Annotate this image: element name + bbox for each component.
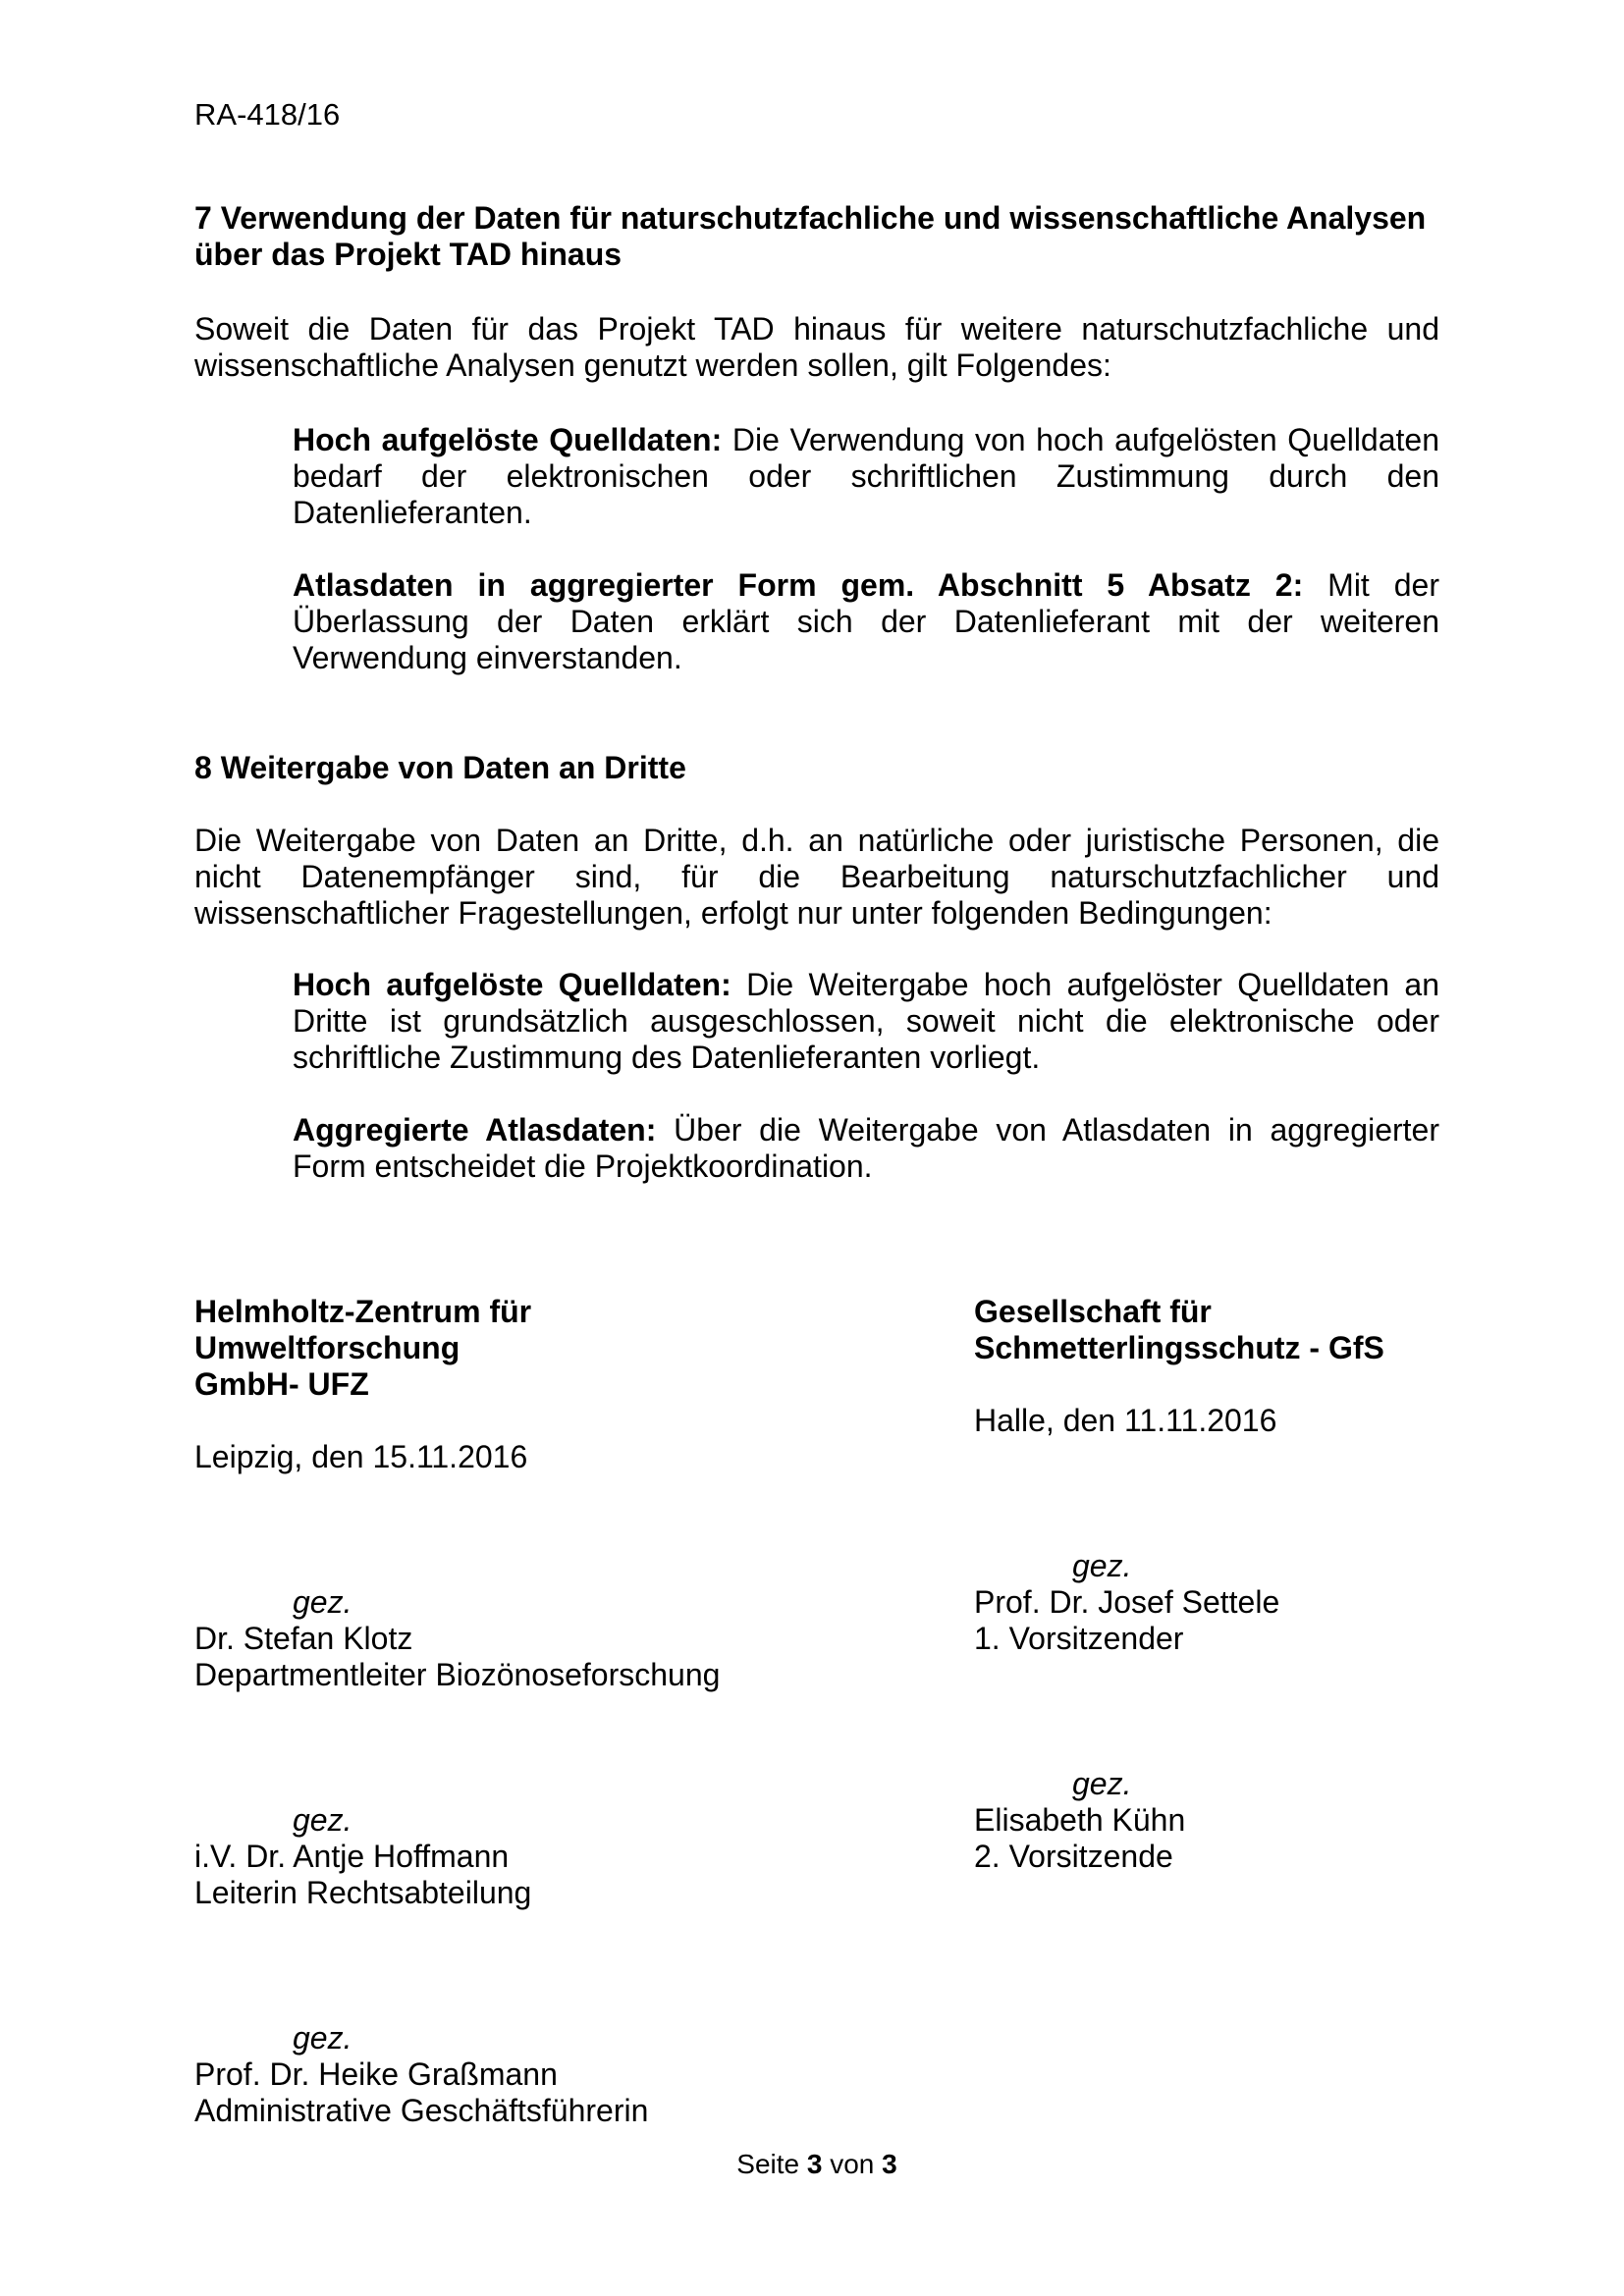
signer-role: Departmentleiter Biozönoseforschung — [194, 1657, 721, 1692]
page-footer: Seite 3 von 3 — [736, 2149, 897, 2179]
signer-name: Elisabeth Kühn — [974, 1802, 1186, 1838]
item-text: Die Weitergabe hoch aufgelöster Quelldaten an Dritte ist grundsätzlich ausgeschlossen, soweit nicht die elektronische oder schriftliche Zustimmung des Datenlieferanten vorliegt. — [293, 967, 1440, 1075]
section-7-title: 7 Verwendung der Daten für naturschutzfachliche und wissenschaftliche Analysen über das Projekt TAD hinaus — [194, 200, 1427, 272]
current-page: 3 — [806, 2149, 823, 2179]
signature-block — [974, 1548, 1524, 1657]
signer-name: Prof. Dr. Heike Graßmann — [194, 2056, 558, 2092]
signer-role: 1. Vorsitzender — [974, 1621, 1184, 1656]
section-8-title: 8 Weitergabe von Daten an Dritte — [194, 750, 686, 785]
signature-block — [194, 1802, 744, 1911]
signature-column-ufz — [194, 1294, 744, 2129]
signature-mark: gez. — [293, 2020, 352, 2056]
signer-role: Leiterin Rechtsabteilung — [194, 1875, 532, 1910]
item-text: Die Verwendung von hoch aufgelösten Quelldaten bedarf der elektronischen oder schriftlichen Zustimmung durch den Datenlieferanten. — [293, 422, 1440, 530]
section-7-item-atlas-data — [293, 567, 1439, 676]
item-label: Hoch aufgelöste Quelldaten: — [293, 967, 731, 1002]
signature-mark: gez. — [293, 1584, 352, 1620]
place-date: Halle, den 11.11.2016 — [974, 1403, 1277, 1438]
document-reference: RA-418/16 — [194, 97, 341, 132]
signature-block — [194, 2020, 744, 2129]
signature-block — [194, 1584, 744, 1693]
item-text: Über die Weitergabe von Atlasdaten in aggregierter Form entscheidet die Projektkoordination. — [293, 1112, 1440, 1184]
org-name: Helmholtz-Zentrum für Umweltforschung GmbH- UFZ — [194, 1294, 532, 1402]
section-7-item-source-data — [293, 422, 1439, 531]
item-label: Aggregierte Atlasdaten: — [293, 1112, 657, 1148]
signer-name: i.V. Dr. Antje Hoffmann — [194, 1839, 510, 1874]
item-text: Mit der Überlassung der Daten erklärt sich der Datenlieferant mit der weiteren Verwendung einverstanden. — [293, 567, 1440, 675]
signer-role: 2. Vorsitzende — [974, 1839, 1173, 1874]
signature-mark: gez. — [1072, 1548, 1132, 1583]
signature-mark: gez. — [293, 1802, 352, 1838]
org-name: Gesellschaft für Schmetterlingsschutz - GfS — [974, 1294, 1384, 1365]
item-label: Atlasdaten in aggregierter Form gem. Abschnitt 5 Absatz 2: — [293, 567, 1304, 603]
section-8-item-aggregated-data — [293, 1112, 1439, 1185]
section-8-item-source-data — [293, 967, 1439, 1076]
signer-name: Prof. Dr. Josef Settele — [974, 1584, 1280, 1620]
signature-block — [974, 1766, 1524, 1875]
section-7-intro: Soweit die Daten für das Projekt TAD hinaus für weitere naturschutzfachliche und wissenschaftliche Analysen genutzt werden sollen, gilt Folgendes: — [194, 311, 1439, 383]
signer-role: Administrative Geschäftsführerin — [194, 2093, 649, 2128]
signature-mark: gez. — [1072, 1766, 1132, 1801]
signer-name: Dr. Stefan Klotz — [194, 1621, 413, 1656]
signature-column-gfs — [974, 1294, 1524, 1875]
document-page — [194, 0, 1439, 2296]
total-pages: 3 — [882, 2149, 897, 2179]
place-date: Leipzig, den 15.11.2016 — [194, 1439, 528, 1474]
item-label: Hoch aufgelöste Quelldaten: — [293, 422, 723, 457]
section-8-intro: Die Weitergabe von Daten an Dritte, d.h. an natürliche oder juristische Personen, die nicht Datenempfänger sind, für die Bearbeitung naturschutzfachlicher und wissenschaftlicher Fragestellungen, erfolgt nur unter folgenden Bedingungen: — [194, 823, 1439, 931]
